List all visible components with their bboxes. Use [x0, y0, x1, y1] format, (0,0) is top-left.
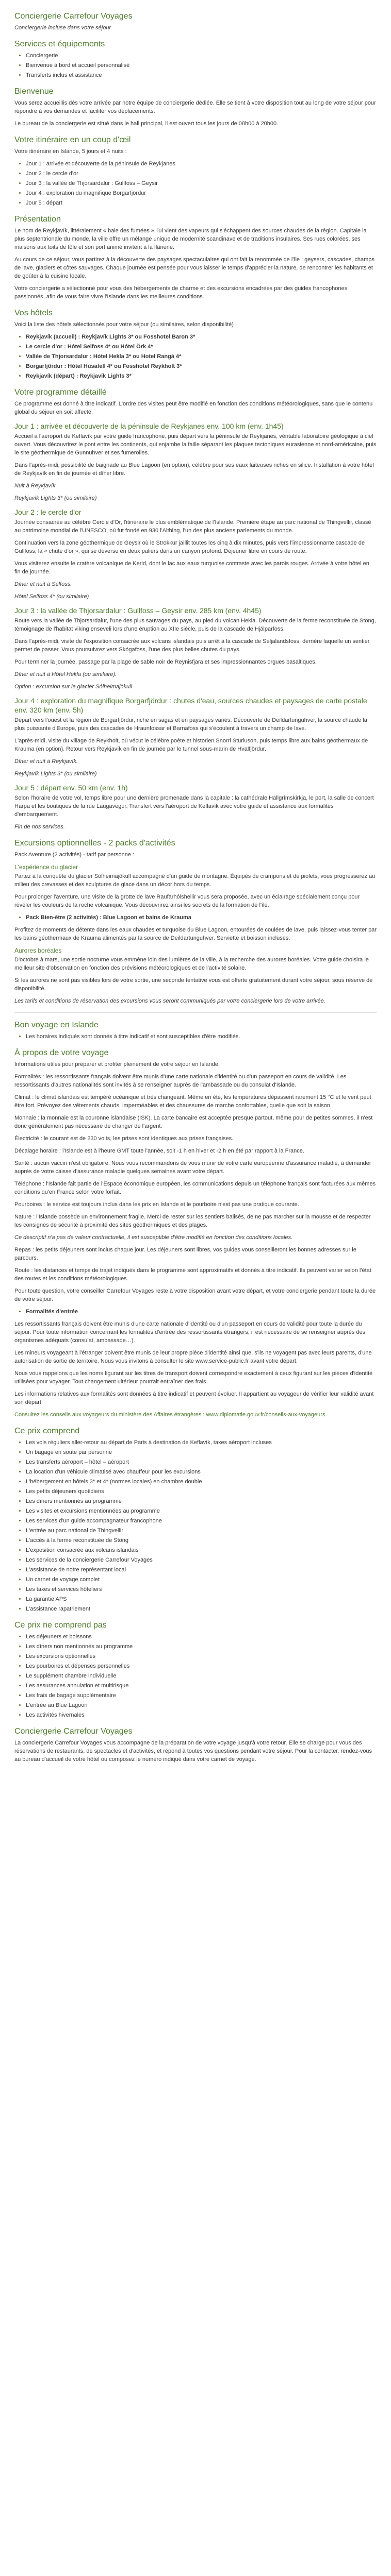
list-item: • Transferts inclus et assistance	[26, 71, 377, 79]
page	[7, 0, 384, 1778]
list-item: • Vallée de Thjorsardalur : Hótel Hekla 3* ou Hotel Rangá 4*	[26, 352, 377, 361]
day4-hotel: Reykjavík Lights 3* (ou similaire)	[14, 771, 97, 777]
list-item: • Les services de la conciergerie Carrefour Voyages	[26, 1556, 377, 1564]
excursions-text: Pour prolonger l'aventure, une visite de la grotte de lave Raufarhólshellir vous sera proposée, avec un éclairage spécialement conçu pour révéler les couleurs de la roche volcanique. Vous découvrirez ainsi les secrets de la formation de l'île.	[14, 894, 360, 908]
propos-text: Les informations relatives aux formalités sont données à titre indicatif et peuvent évoluer. Il appartient au voyageur de vérifier leur validité avant son départ.	[14, 1391, 374, 1405]
list-item: • Les pourboires et dépenses personnelles	[26, 1662, 377, 1670]
programme-title: Votre programme détaillé	[14, 388, 107, 397]
list-item: • Reykjavík (départ) : Reykjavík Lights 3*	[26, 372, 377, 380]
list-item: • Les taxes et services hôteliers	[26, 1585, 377, 1594]
list-item: • Les services d'un guide accompagnateur francophone	[26, 1517, 377, 1525]
list-item: • Les horaires indiqués sont donnés à titre indicatif et sont susceptibles d'être modifiés.	[26, 1032, 377, 1041]
services-title: Services et équipements	[14, 40, 105, 48]
day3-night: Dîner et nuit à Hótel Hekla (ou similaire).	[14, 671, 117, 677]
list-item: • Les assurances annulation et multirisque	[26, 1682, 377, 1690]
day2-text: Journée consacrée au célèbre Cercle d'Or, l'itinéraire le plus emblématique de l'Islande. Première étape au parc national de Thingvellir, classé au patrimoine mondial de l'UNESCO, où fut fondé en 930 l'Althing, l'un des plus anciens parlements du monde.	[14, 519, 371, 534]
itineraire-list	[14, 160, 377, 207]
propos-text: Nous vous rappelons que les noms figurant sur les titres de transport doivent correspondre exactement à ceux figurant sur les pièces d'identité utilisées pour voyager. Tout changement ultérieur pourrait entraîner des frais.	[14, 1370, 373, 1385]
list-item: • Jour 4 : exploration du magnifique Borgarfjördur	[26, 189, 377, 197]
day3-text: Dans l'après-midi, visite de l'exposition consacrée aux volcans islandais puis arrêt à la cascade de Seljalandsfoss, derrière laquelle un sentier permet de passer. Vous poursuivrez vers Skógafoss, l'une des plus belles chutes du pays.	[14, 638, 370, 653]
list-item: • L'exposition consacrée aux volcans islandais	[26, 1546, 377, 1554]
list-item: • Les dîners non mentionnés au programme	[26, 1642, 377, 1651]
day4-title: Jour 4 : exploration du magnifique Borgarfjördur : chutes d'eau, sources chaudes et paysages de carte postale env. 320 km (env. 5h)	[14, 697, 367, 714]
list-item: • Les transferts aéroport – hôtel – aéroport	[26, 1458, 377, 1466]
excursions-text: Si les aurores ne sont pas visibles lors de votre sortie, une seconde tentative vous est offerte gratuitement durant votre séjour, sous réserve de disponibilité.	[14, 977, 373, 992]
propos-text: Les ressortissants français doivent être munis d'une carte nationale d'identité ou d'un passeport en cours de validité pour toute la durée du séjour. Pour toute information concernant les formalités d'entrée des ressortissants étrangers, il est nécessaire de se renseigner auprès des organismes adéquats (consulat, ambassade…).	[14, 1321, 366, 1344]
day1-title: Jour 1 : arrivée et découverte de la péninsule de Reykjanes env. 100 km (env. 1h45)	[14, 422, 284, 430]
conciergerie-title: Conciergerie Carrefour Voyages	[14, 1727, 133, 1736]
list-item: • Jour 3 : la vallée de Thjorsardalur : Gullfoss – Geysir	[26, 179, 377, 188]
page-title: Conciergerie Carrefour Voyages	[14, 12, 133, 21]
propos-text: Santé : aucun vaccin n'est obligatoire. Nous vous recommandons de vous munir de votre carte européenne d'assurance maladie, à demander auprès de votre caisse d'assurance maladie quelques semaines avant votre départ.	[14, 1160, 371, 1175]
list-item: • Les vols réguliers aller-retour au départ de Paris à destination de Keflavík, taxes aéroport incluses	[26, 1438, 377, 1447]
propos-title: À propos de votre voyage	[14, 1048, 109, 1057]
prix-comprend-list	[14, 1438, 377, 1613]
propos-text: Climat : le climat islandais est tempéré océanique et très changeant. Même en été, les températures dépassent rarement 15 °C et le vent peut être fort. Prévoyez des vêtements chauds, imperméables et des chaussures de marche confortables, quelle que soit la saison.	[14, 1094, 371, 1109]
propos-text: Formalités : les ressortissants français doivent être munis d'une carte nationale d'identité ou d'un passeport en cours de validité. Les ressortissants d'autres nationalités sont invités à se renseigner auprès de l'ambassade ou du consulat d'Islande.	[14, 1074, 347, 1088]
day3-title: Jour 3 : la vallée de Thjorsardalur : Gullfoss – Geysir env. 285 km (env. 4h45)	[14, 606, 262, 615]
day5-text: Selon l'horaire de votre vol, temps libre pour une dernière promenade dans la capitale : la cathédrale Hallgrímskirkja, le port, la salle de concert Harpa et les boutiques de la rue Laugavegur. Transfert vers l'aéroport de Keflavík avec votre guide et assistance aux formalités d'embarquement.	[14, 795, 374, 818]
list-item: • Les excursions optionnelles	[26, 1652, 377, 1660]
propos-link[interactable]: Consultez les conseils aux voyageurs du ministère des Affaires étrangères : www.diplomatie.gouv.fr/conseils-aux-voyageurs.	[14, 1412, 327, 1418]
excursions-text: Partez à la conquête du glacier Sólheimajökull accompagné d'un guide de montagne. Équipés de crampons et de piolets, vous progresserez au milieu des crevasses et des sculptures de glace dans un décor hors du temps.	[14, 873, 376, 888]
list-item: • Reykjavík (accueil) : Reykjavík Lights 3* ou Fosshotel Baron 3*	[26, 333, 377, 341]
list-item: • Bienvenue à bord et accueil personnalisé	[26, 61, 377, 70]
propos-text: Repas : les petits déjeuners sont inclus chaque jour. Les déjeuners sont libres, vos guides vous conseilleront les bonnes adresses sur le parcours.	[14, 1247, 356, 1261]
list-item: • Formalités d'entrée	[26, 1308, 377, 1316]
day3-text: Pour terminer la journée, passage par la plage de sable noir de Reynisfjara et ses impressionnantes orgues basaltiques.	[14, 659, 317, 665]
propos-text: Ce descriptif n'a pas de valeur contractuelle, il est susceptible d'être modifié en fonction des conditions locales.	[14, 1234, 293, 1241]
list-item: • Les frais de bagage supplémentaire	[26, 1691, 377, 1700]
propos-text: Pour toute question, votre conseiller Carrefour Voyages reste à votre disposition avant votre départ, et votre conciergerie pendant toute la durée de votre séjour.	[14, 1288, 376, 1302]
list-item: • Pack Bien-être (2 activités) : Blue Lagoon et bains de Krauma	[26, 913, 377, 922]
propos-text: Électricité : le courant est de 230 volts, les prises sont identiques aux prises françaises.	[14, 1136, 234, 1142]
propos-text: Les mineurs voyageant à l'étranger doivent être munis de leur propre pièce d'identité ainsi que, s'ils ne voyagent pas avec leurs parents, d'une autorisation de sortie de territoire. Nous vous invitons à consulter le site www.service-public.fr avant votre départ.	[14, 1350, 372, 1364]
list-item: • La location d'un véhicule climatisé avec chauffeur pour les excursions	[26, 1468, 377, 1476]
itineraire-title: Votre itinéraire en un coup d'œil	[14, 135, 131, 144]
excursions-text: Profitez de moments de détente dans les eaux chaudes et turquoise du Blue Lagoon, entourées de coulées de lave, puis laissez-vous tenter par les bains géothermaux de Krauma alimentés par la source de Deildartunguhver. Serviette et boisson incluses.	[14, 927, 377, 941]
propos-intro: Informations utiles pour préparer et profiter pleinement de votre séjour en Islande.	[14, 1061, 220, 1067]
hotels-list	[14, 333, 377, 380]
day2-hotel: Hótel Selfoss 4* (ou similaire)	[14, 594, 89, 600]
bon-voyage-title: Bon voyage en Islande	[14, 1021, 99, 1029]
excursions-title: Excursions optionnelles - 2 packs d'activités	[14, 839, 175, 848]
day1-text: Dans l'après-midi, possibilité de baignade au Blue Lagoon (en option), célèbre pour ses eaux laiteuses riches en silice. Installation à votre hôtel de Reykjavík en fin de journée et dîner libre.	[14, 462, 374, 477]
excursions-intro: Pack Aventure (2 activités) - tarif par personne :	[14, 852, 135, 858]
services-list	[14, 52, 377, 79]
list-item: • Les déjeuners et boissons	[26, 1633, 377, 1641]
day2-title: Jour 2 : le cercle d'or	[14, 508, 82, 516]
hotels-intro: Voici la liste des hôtels sélectionnés pour votre séjour (ou similaires, selon disponibilité) :	[14, 321, 237, 328]
list-item: • Un carnet de voyage complet	[26, 1575, 377, 1584]
prix-comprend-title: Ce prix comprend	[14, 1427, 80, 1435]
list-item: • Jour 1 : arrivée et découverte de la péninsule de Reykjanes	[26, 160, 377, 168]
list-item: • L'entrée au parc national de Thingvellir	[26, 1527, 377, 1535]
divider	[14, 1012, 377, 1013]
excursion-glacier-title: L'expérience du glacier	[14, 863, 78, 871]
list-item: • L'entrée au Blue Lagoon	[26, 1701, 377, 1709]
day1-hotel: Reykjavík Lights 3* (ou similaire)	[14, 495, 97, 501]
conciergerie-text: La conciergerie Carrefour Voyages vous accompagne de la préparation de votre voyage jusqu'à votre retour. Elle se charge pour vous des réservations de restaurants, de spectacles et d'activités, et répond à toutes vos questions pendant votre séjour. Pour la contacter, rendez-vous au bureau d'accueil de votre hôtel ou composez le numéro indiqué dans votre carnet de voyage.	[14, 1740, 372, 1762]
list-item: • Le cercle d'or : Hótel Selfoss 4* ou Hótel Örk 4*	[26, 343, 377, 351]
propos-text: Pourboires : le service est toujours inclus dans les prix en Islande et le pourboire n'est pas une pratique courante.	[14, 1201, 299, 1208]
list-item: • Les dîners mentionnés au programme	[26, 1497, 377, 1505]
day3-text: Route vers la vallée de Thjorsardalur, l'une des plus sauvages du pays, au pied du volcan Hekla. Découverte de la ferme reconstituée de Stöng, témoignage de l'habitat viking enseveli lors d'une éruption au XIIe siècle, puis de la cascade de Hjálparfoss.	[14, 618, 376, 632]
list-item: • L'assistance rapatriement	[26, 1605, 377, 1613]
list-item: • L'assistance de notre représentant local	[26, 1566, 377, 1574]
itineraire-intro: Votre itinéraire en Islande, 5 jours et 4 nuits :	[14, 148, 127, 155]
list-item: • L'accès à la ferme reconstituée de Stöng	[26, 1536, 377, 1545]
bienvenue-title: Bienvenue	[14, 87, 54, 96]
list-item: • La garantie APS	[26, 1595, 377, 1603]
day4-text: Départ vers l'ouest et la région de Borgarfjördur, riche en sagas et en paysages variés. Découverte de Deildartunguhver, la source chaude la plus puissante d'Europe, puis des cascades de Hraunfossar et Barnafoss qui s'écoulent à travers un champ de lave.	[14, 717, 367, 732]
list-item: • L'hébergement en hôtels 3* et 4* (normes locales) en chambre double	[26, 1478, 377, 1486]
excursions-text: D'octobre à mars, une sortie nocturne vous emmène loin des lumières de la ville, à la recherche des aurores boréales. Votre guide choisira le meilleur site d'observation en fonction des prévisions météorologiques et de l'activité solaire.	[14, 957, 369, 971]
list-item: • Les activités hivernales	[26, 1711, 377, 1719]
list-item: • Conciergerie	[26, 52, 377, 60]
prix-ne-comprend-title: Ce prix ne comprend pas	[14, 1621, 107, 1630]
day2-text: Vous visiterez ensuite le cratère volcanique de Kerid, dont le lac aux eaux turquoise contraste avec les parois rouges. Arrivée à votre hôtel en fin de journée.	[14, 561, 369, 575]
bienvenue-text: Le bureau de la conciergerie est situé dans le hall principal, il est ouvert tous les jours de 08h00 à 20h00.	[14, 121, 279, 127]
day2-text: Continuation vers la zone géothermique de Geysir où le Strokkur jaillit toutes les cinq à dix minutes, puis vers l'impressionnante cascade de Gullfoss, la « chute d'or », qui se déverse en deux paliers dans un canyon profond. Déjeuner libre en cours de route.	[14, 540, 365, 554]
list-item: • Jour 2 : le cercle d'or	[26, 170, 377, 178]
excursions-list	[14, 913, 377, 922]
excursions-note: Les tarifs et conditions de réservation des excursions vous seront communiqués par votre conciergerie lors de votre arrivée.	[14, 998, 325, 1004]
presentation-text: Le nom de Reykjavík, littéralement « baie des fumées », lui vient des vapeurs qui s'échappent des sources chaudes de la région. Capitale la plus septentrionale du monde, la ville offre un mélange unique de modernité scandinave et de traditions insulaires. Ses rues colorées, ses maisons aux toits de tôle et son port animé invitent à la flânerie.	[14, 228, 367, 250]
day5-end: Fin de nos services.	[14, 824, 65, 830]
propos-text: Nature : l'Islande possède un environnement fragile. Merci de rester sur les sentiers balisés, de ne pas marcher sur la mousse et de respecter les consignes de sécurité à proximité des sites géothermiques et des plages.	[14, 1214, 371, 1228]
presentation-title: Présentation	[14, 215, 61, 224]
presentation-text: Au cours de ce séjour, vous partirez à la découverte des paysages spectaculaires qui ont fait la renommée de l'île : geysers, cascades, champs de lave, glaciers et côtes sauvages. Chaque journée est pensée pour vous laisser le temps d'apprécier la nature, de rencontrer les habitants et de goûter à la cuisine locale.	[14, 257, 374, 279]
day5-title: Jour 5 : départ env. 50 km (env. 1h)	[14, 784, 128, 792]
programme-intro: Ce programme est donné à titre indicatif. L'ordre des visites peut être modifié en fonction des conditions météorologiques, sans que le contenu global du séjour en soit affecté.	[14, 401, 373, 415]
day4-night: Dîner et nuit à Reykjavík.	[14, 758, 78, 765]
propos-text: Décalage horaire : l'Islande est à l'heure GMT toute l'année, soit -1 h en hiver et -2 h en été par rapport à la France.	[14, 1148, 304, 1154]
day1-text: Accueil à l'aéroport de Keflavík par votre guide francophone, puis départ vers la péninsule de Reykjanes, véritable laboratoire géologique à ciel ouvert. Vous découvrirez le pont entre les continents, qui enjambe la faille séparant les plaques tectoniques eurasienne et nord-américaine, puis le site géothermique de Gunnuhver et ses fumerolles.	[14, 433, 377, 456]
bon-voyage-list	[14, 1032, 377, 1041]
page-subtitle: Conciergerie incluse dans votre séjour	[14, 25, 111, 31]
propos-list	[14, 1308, 377, 1316]
list-item: • Les visites et excursions mentionnées au programme	[26, 1507, 377, 1515]
day1-night: Nuit à Reykjavík.	[14, 483, 57, 489]
bienvenue-text: Vous serez accueillis dès votre arrivée par notre équipe de conciergerie dédiée. Elle se tient à votre disposition tout au long de votre séjour pour répondre à vos demandes et faciliter vos déplacements.	[14, 100, 376, 114]
prix-ne-comprend-list	[14, 1633, 377, 1719]
excursion-aurores-title: Aurores boréales	[14, 947, 62, 954]
propos-text: Téléphone : l'Islande fait partie de l'Espace économique européen, les communications depuis un téléphone français sont facturées aux mêmes conditions qu'en France selon votre forfait.	[14, 1181, 376, 1195]
day4-text: L'après-midi, visite du village de Reykholt, où vécut le célèbre poète et historien Snorri Sturluson, puis temps libre aux bains géothermaux de Krauma (en option). Retour vers Reykjavík en fin de journée par le tunnel sous-marin de Hvalfjördur.	[14, 738, 368, 752]
propos-text: Route : les distances et temps de trajet indiqués dans le programme sont approximatifs et donnés à titre indicatif. Ils peuvent varier selon l'état des routes et les conditions météorologiques.	[14, 1267, 371, 1282]
list-item: • Les petits déjeuners quotidiens	[26, 1487, 377, 1496]
presentation-text: Votre conciergerie a sélectionné pour vous des hébergements de charme et des excursions encadrées par des guides francophones passionnés, afin de vous faire vivre l'Islande dans les meilleures conditions.	[14, 285, 348, 300]
day3-option: Option : excursion sur le glacier Sólheimajökull	[14, 684, 133, 690]
list-item: • Un bagage en soute par personne	[26, 1448, 377, 1456]
list-item: • Le supplément chambre individuelle	[26, 1672, 377, 1680]
hotels-title: Vos hôtels	[14, 309, 53, 317]
propos-text: Monnaie : la monnaie est la couronne islandaise (ISK). La carte bancaire est acceptée presque partout, même pour de petites sommes, il n'est donc généralement pas nécessaire de changer de l'argent.	[14, 1115, 373, 1129]
list-item: • Borgarfjördur : Hótel Húsafell 4* ou Fosshotel Reykholt 3*	[26, 362, 377, 370]
day2-night: Dîner et nuit à Selfoss.	[14, 581, 72, 587]
list-item: • Jour 5 : départ	[26, 199, 377, 207]
